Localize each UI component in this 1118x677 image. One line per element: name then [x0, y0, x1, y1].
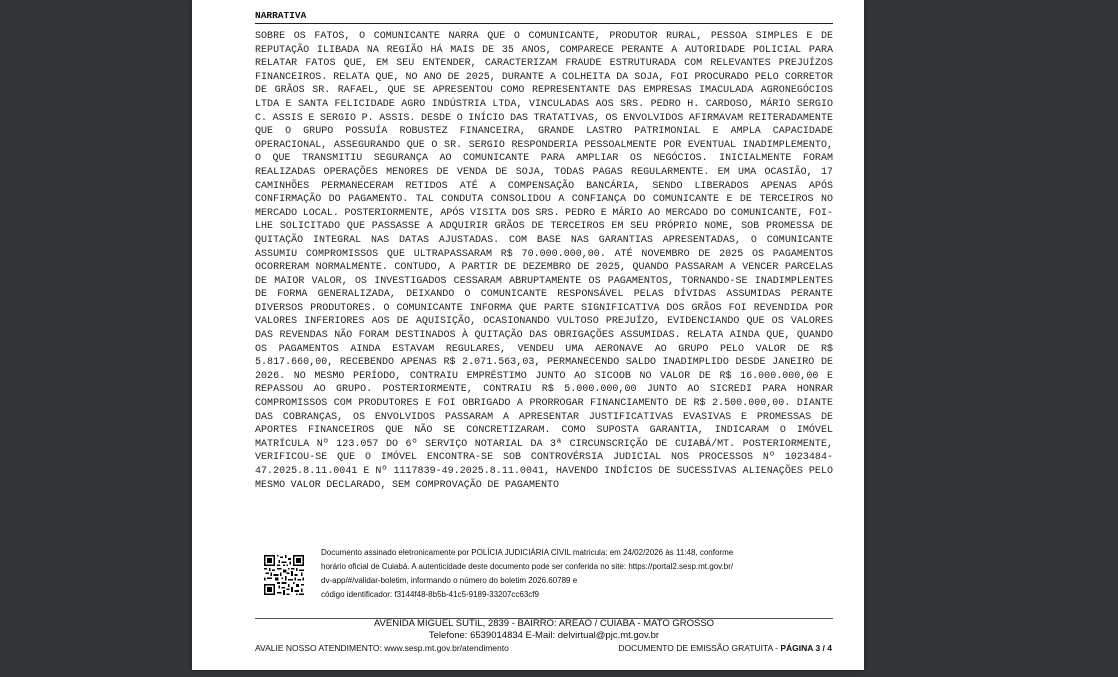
document-page	[192, 0, 864, 670]
section-title: NARRATIVA	[255, 10, 833, 24]
footer-feedback: AVALIE NOSSO ATENDIMENTO: www.sesp.mt.gov.br/atendimento	[255, 643, 509, 653]
signature-block	[264, 548, 844, 603]
footer-address: AVENIDA MIGUEL SUTIL, 2839 - BAIRRO: AREAO / CUIABA - MATO GROSSO	[373, 618, 715, 629]
footer-contact: Telefone: 6539014834 E-Mail: delvirtual@pjc.mt.gov.br	[428, 630, 660, 641]
narrative-text: SOBRE OS FATOS, O COMUNICANTE NARRA QUE O COMUNICANTE, PRODUTOR RURAL, PESSOA SIMPLES E DE REPUTAÇÃO ILIBADA NA REGIÃO HÁ MAIS DE 35 ANOS, COMPARECE PERANTE A AUTORIDADE POLICIAL PARA RELATAR FATOS QUE, EM SEU ENTENDER, CARACTERIZAM FRAUDE ESTRUTURADA COM RELEVANTES PREJUÍZOS FINANCEIROS. RELATA QUE, NO ANO DE 2025, DURANTE A COLHEITA DA SOJA, FOI PROCURADO PELO CORRETOR DE GRÃOS SR. RAFAEL, QUE SE APRESENTOU COMO REPRESENTANTE DAS EMPRESAS IMACULADA AGRONEGÓCIOS LTDA E SANTA FELICIDADE AGRO INDÚSTRIA LTDA, VINCULADAS AOS SRS. PEDRO H. CARDOSO, MÁRIO SERGIO C. ASSIS E SERGIO P. ASSIS. DESDE O INÍCIO DAS TRATATIVAS, OS ENVOLVIDOS AFIRMAVAM REITERADAMENTE QUE O GRUPO POSSUÍA ROBUSTEZ FINANCEIRA, GRANDE LASTRO PATRIMONIAL E AMPLA CAPACIDADE OPERACIONAL, ASSEGURANDO QUE O SR. SERGIO RESPONDERIA PESSOALMENTE POR EVENTUAL INADIMPLEMENTO, O QUE TRANSMITIU SEGURANÇA AO COMUNICANTE PARA AMPLIAR OS NEGÓCIOS. INICIALMENTE FORAM REALIZADAS OPERAÇÕES MENORES DE VENDA DE SOJA, TODAS PAGAS REGULARMENTE. EM UMA OCASIÃO, 17 CAMINHÕES PERMANECERAM RETIDOS ATÉ A COMPENSAÇÃO BANCÁRIA, SENDO LIBERADOS APENAS APÓS CONFIRMAÇÃO DO PAGAMENTO. TAL CONDUTA CONSOLIDOU A CONFIANÇA DO COMUNICANTE E DE TERCEIROS NO MERCADO LOCAL. POSTERIORMENTE, APÓS VISITA DOS SRS. PEDRO E MÁRIO AO MERCADO DO COMUNICANTE, FOI-LHE SOLICITADO QUE PASSASSE A ADQUIRIR GRÃOS DE TERCEIROS EM SEU PRÓPRIO NOME, SOB PROMESSA DE QUITAÇÃO INTEGRAL NAS DATAS AJUSTADAS. COM BASE NAS GARANTIAS APRESENTADAS, O COMUNICANTE ASSUMIU COMPROMISSOS QUE ULTRAPASSARAM R$ 70.000.000,00. ATÉ NOVEMBRO DE 2025 OS PAGAMENTOS OCORRERAM NORMALMENTE. CONTUDO, A PARTIR DE DEZEMBRO DE 2025, QUANDO PASSARAM A VENCER PARCELAS DE MAIOR VALOR, OS INVESTIGADOS CESSARAM ABRUPTAMENTE OS PAGAMENTOS, TORNANDO-SE INADIMPLENTES DE FORMA GENERALIZADA, DEIXANDO O COMUNICANTE RESPONSÁVEL PELAS DÍVIDAS ASSUMIDAS PERANTE DIVERSOS PRODUTORES. O COMUNICANTE INFORMA QUE PARTE SIGNIFICATIVA DOS GRÃOS FOI REVENDIDA POR VALORES INFERIORES AOS DE AQUISIÇÃO, OCASIONANDO VULTOSO PREJUÍZO, EVIDENCIANDO QUE OS VALORES DAS REVENDAS NÃO FORAM DESTINADOS À QUITAÇÃO DAS OBRIGAÇÕES ASSUMIDAS. RELATA AINDA QUE, QUANDO OS PAGAMENTOS AINDA ESTAVAM REGULARES, VENDEU UMA AERONAVE AO GRUPO PELO VALOR DE R$ 5.817.660,00, RECEBENDO APENAS R$ 2.071.563,03, PERMANECENDO SALDO INADIMPLIDO DESDE JANEIRO DE 2026. NO MESMO PERÍODO, CONTRAIU EMPRÉSTIMO JUNTO AO SICOOB NO VALOR DE R$ 16.000.000,00 E REPASSOU AO GRUPO. POSTERIORMENTE, CONTRAIU R$ 5.000.000,00 JUNTO AO SICREDI PARA HONRAR COMPROMISSOS COM PRODUTORES E FOI OBRIGADO A PRORROGAR FINANCIAMENTO DE R$ 2.500.000,00. DIANTE DAS COBRANÇAS, OS ENVOLVIDOS PASSARAM A APRESENTAR JUSTIFICATIVAS EVASIVAS E PROMESSAS DE APORTES FINANCEIROS QUE NÃO SE CONCRETIZARAM. COMO SUPOSTA GARANTIA, INDICARAM O IMÓVEL MATRÍCULA Nº 123.057 DO 6º SERVIÇO NOTARIAL DA 3ª CIRCUNSCRIÇÃO DE CUIABÁ/MT. POSTERIORMENTE, VERIFICOU-SE QUE O IMÓVEL ENCONTRA-SE SOB CONTROVÉRSIA JUDICIAL NOS PROCESSOS Nº 1023484-47.2025.8.11.0041 E Nº 1117839-49.2025.8.11.0041, HAVENDO INDÍCIOS DE SUCESSIVAS ALIENAÇÕES PELO MESMO VALOR DECLARADO, SEM COMPROVAÇÃO DE PAGAMENTO	[255, 31, 833, 491]
free-document-label: DOCUMENTO DE EMISSÃO GRATUITA -	[618, 643, 778, 653]
page-number: PÁGINA 3 / 4	[780, 643, 832, 653]
signature-line: horário oficial de Cuiabá. A autenticidade deste documento pode ser conferida no site: https://portal2.sesp.mt.gov.br/	[321, 562, 734, 571]
signature-line: dv-app/#/validar-boletim, informando o número do boletim 2026.60789 e	[321, 576, 578, 585]
signature-text	[321, 546, 801, 602]
signature-line: Documento assinado eletronicamente por POLÍCIA JUDICIÁRIA CIVIL matricula: em 24/02/2026 às 11:48, conforme	[321, 548, 734, 557]
footer-page-info	[618, 643, 832, 653]
qr-code-icon	[264, 555, 304, 595]
signature-line: código identificador: f3144f48-8b5b-41c5-9189-33207cc63cf9	[321, 590, 539, 599]
